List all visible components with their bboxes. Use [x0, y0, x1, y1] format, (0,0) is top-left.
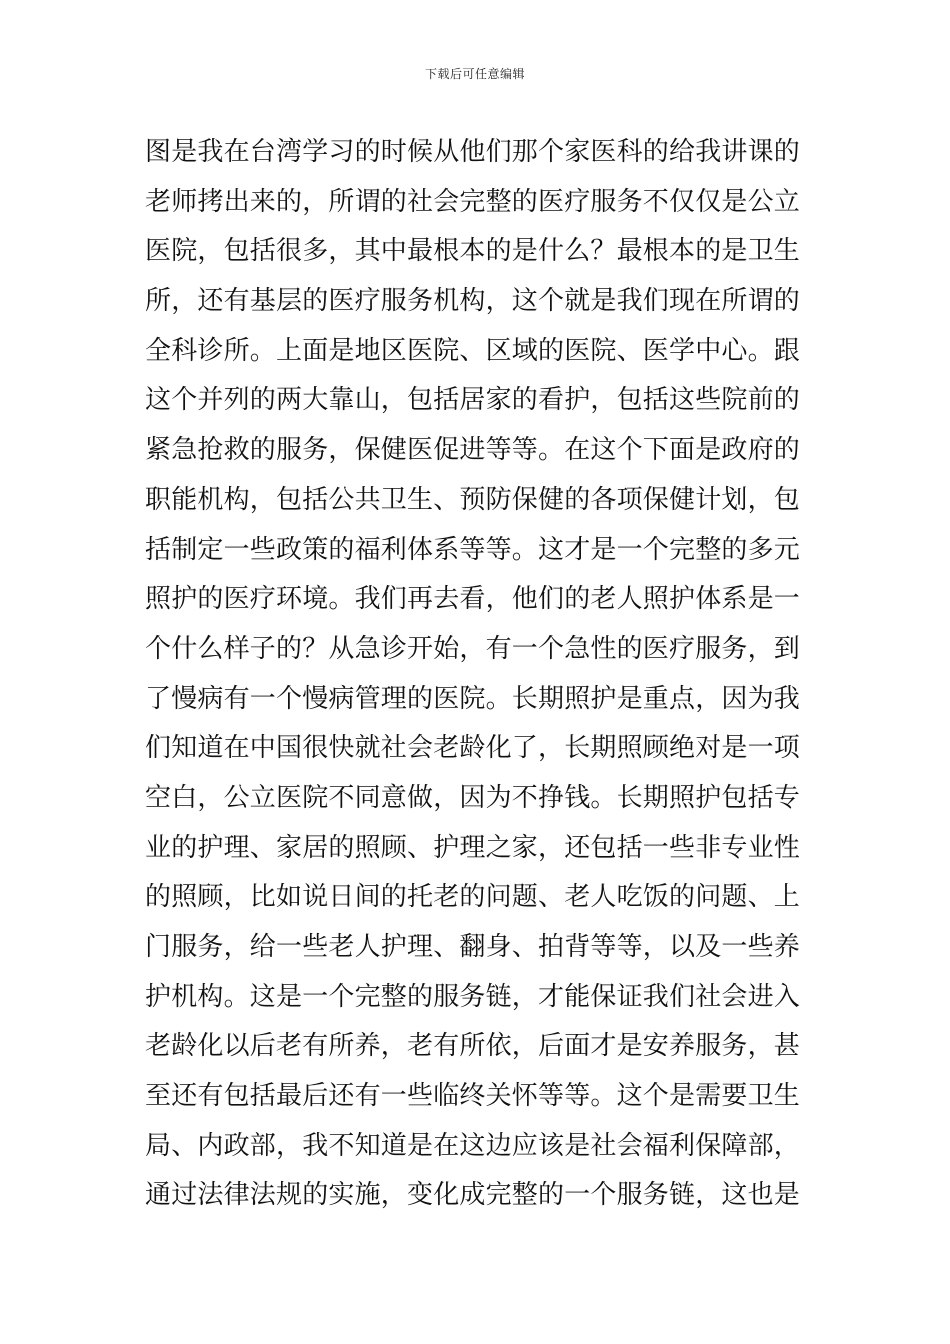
text-line: 护机构。这是一个完整的服务链，才能保证我们社会进入: [145, 981, 801, 1012]
text-line: 了慢病有一个慢病管理的医院。长期照护是重点，因为我: [145, 683, 801, 714]
text-line: 门服务，给一些老人护理、翻身、拍背等等，以及一些养: [145, 932, 801, 962]
text-line: 图是我在台湾学习的时候从他们那个家医科的给我讲课的: [145, 137, 801, 167]
text-line: 所，还有基层的医疗服务机构，这个就是我们现在所谓的: [145, 286, 801, 317]
text-line: 通过法律法规的实施，变化成完整的一个服务链，这也是: [145, 1180, 801, 1211]
text-line: 照护的医疗环境。我们再去看，他们的老人照护体系是一: [145, 584, 801, 615]
text-line: 空白，公立医院不同意做，因为不挣钱。长期照护包括专: [145, 782, 801, 813]
text-line: 紧急抢救的服务，保健医促进等等。在这个下面是政府的: [145, 435, 801, 466]
page-header: 下载后可任意编辑: [424, 67, 525, 81]
text-line: 们知道在中国很快就社会老龄化了，长期照顾绝对是一项: [145, 733, 801, 764]
text-line: 的照顾，比如说日间的托老的问题、老人吃饭的问题、上: [145, 882, 801, 913]
text-line: 全科诊所。上面是地区医院、区域的医院、医学中心。跟: [145, 335, 801, 366]
text-line: 至还有包括最后还有一些临终关怀等等。这个是需要卫生: [145, 1081, 801, 1112]
text-line: 业的护理、家居的照顾、护理之家，还包括一些非专业性: [145, 832, 801, 863]
text-line: 医院，包括很多，其中最根本的是什么？最根本的是卫生: [145, 236, 801, 267]
text-line: 这个并列的两大靠山，包括居家的看护，包括这些院前的: [145, 385, 801, 416]
text-line: 局、内政部，我不知道是在这边应该是社会福利保障部，: [145, 1130, 801, 1161]
text-line: 括制定一些政策的福利体系等等。这才是一个完整的多元: [145, 534, 801, 565]
text-line: 个什么样子的？从急诊开始，有一个急性的医疗服务，到: [145, 633, 801, 664]
body-paragraph: [145, 128, 805, 1221]
text-line: 职能机构，包括公共卫生、预防保健的各项保健计划，包: [145, 484, 801, 515]
text-line: 老龄化以后老有所养，老有所依，后面才是安养服务，甚: [145, 1031, 801, 1062]
text-line: 老师拷出来的，所谓的社会完整的医疗服务不仅仅是公立: [145, 186, 801, 217]
